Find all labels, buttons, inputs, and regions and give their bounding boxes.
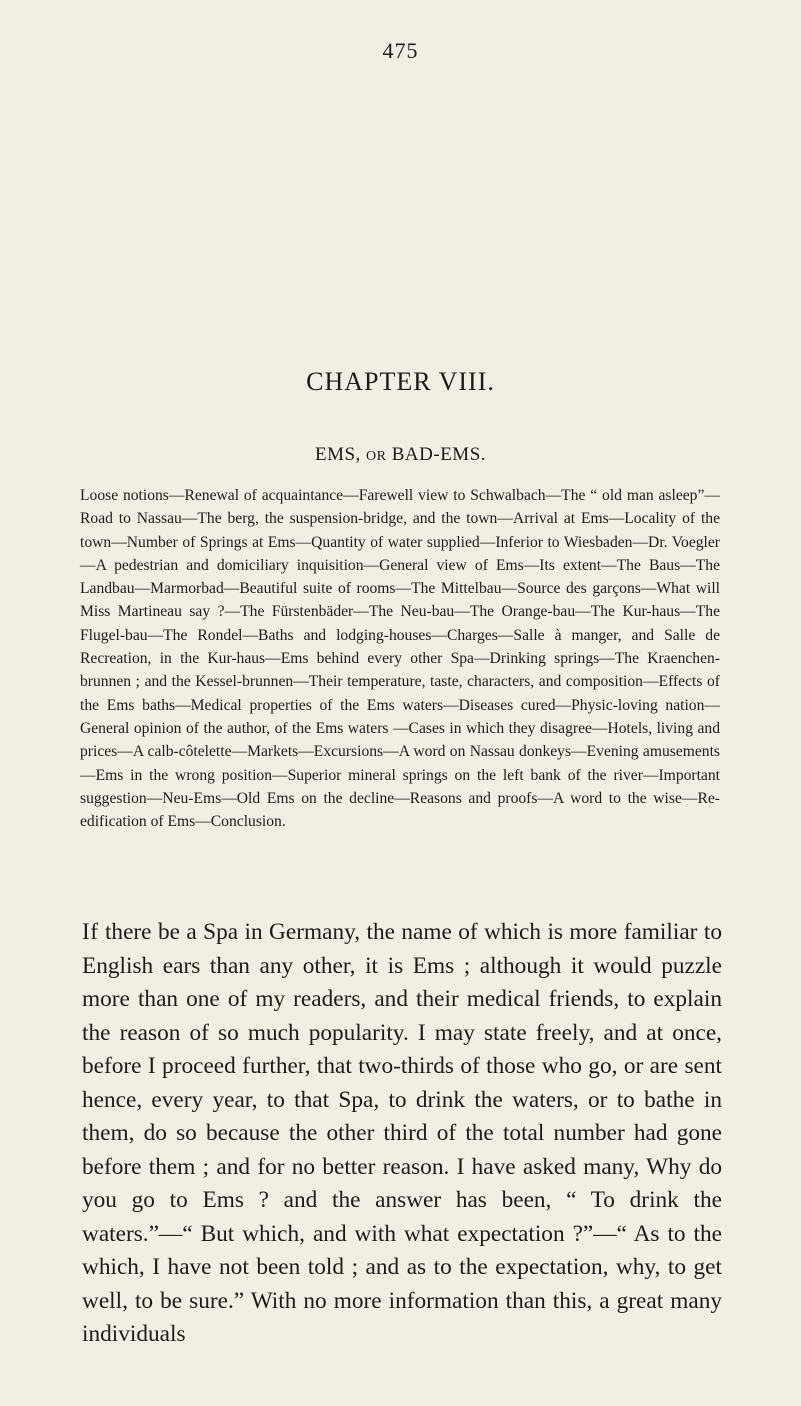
body-paragraph bbox=[82, 916, 722, 1352]
subtitle-prefix: EMS, bbox=[314, 444, 367, 465]
subtitle-or: OR bbox=[366, 449, 387, 464]
paragraph-text: there be a Spa in Germany, the name of which is more familiar to English ears than any other, it is Ems ; although it would puzzle more than one of my readers, and their medical friends, to explain the reason of so much popularity. I may state freely, and at once, before I proceed further, that two-thirds of those who go, or are sent hence, every year, to that Spa, to drink the waters, or to bathe in them, do so because the other third of the total number had gone before them ; and for no better reason. I have asked many, Why do you go to Ems ? and the answer has been, “ To drink the waters.”—“ But which, and with what expectation ?”—“ As to the which, I have not been told ; and as to the expectation, why, to get well, to be sure.” With no more information than this, a great many individuals bbox=[82, 919, 722, 1347]
paragraph-lead-word: If bbox=[82, 919, 99, 945]
chapter-title: CHAPTER VIII. bbox=[306, 367, 495, 396]
subtitle-suffix: BAD-EMS. bbox=[386, 444, 487, 465]
chapter-synopsis: Loose notions—Renewal of acquaintance—Farewell view to Schwalbach—The “ old man asleep”—Road to Nassau—The berg, the suspension-bridge, and the town—Arrival at Ems—Locality of the town—Number of Springs at Ems—Quantity of water supplied—Inferior to Wiesbaden—Dr. Voegler—A pedestrian and domiciliary inquisition—General view of Ems—Its extent—The Baus—The Landbau—Marmorbad—Beautiful suite of rooms—The Mittelbau—Source des garçons—What will Miss Martineau say ?—The Fürstenbäder—The Neu-bau—The Orange-bau—The Kur-haus—The Flugel-bau—The Rondel—Baths and lodging-houses—Charges—Salle à manger, and Salle de Recreation, in the Kur-haus—Ems behind every other Spa—Drinking springs—The Kraenchen-brunnen ; and the Kessel-brunnen—Their temperature, taste, characters, and composition—Effects of the Ems baths—Medical properties of the Ems waters—Diseases cured—Physic-loving nation—General opinion of the author, of the Ems waters —Cases in which they disagree—Hotels, living and prices—A calb-côtelette—Markets—Excursions—A word on Nassau donkeys—Evening amusements—Ems in the wrong position—Superior mineral springs on the left bank of the river—Important suggestion—Neu-Ems—Old Ems on the decline—Reasons and proofs—A word to the wise—Re-edification of Ems—Conclusion. bbox=[80, 487, 720, 831]
chapter-subtitle bbox=[0, 444, 801, 466]
page-number: 475 bbox=[382, 38, 419, 63]
